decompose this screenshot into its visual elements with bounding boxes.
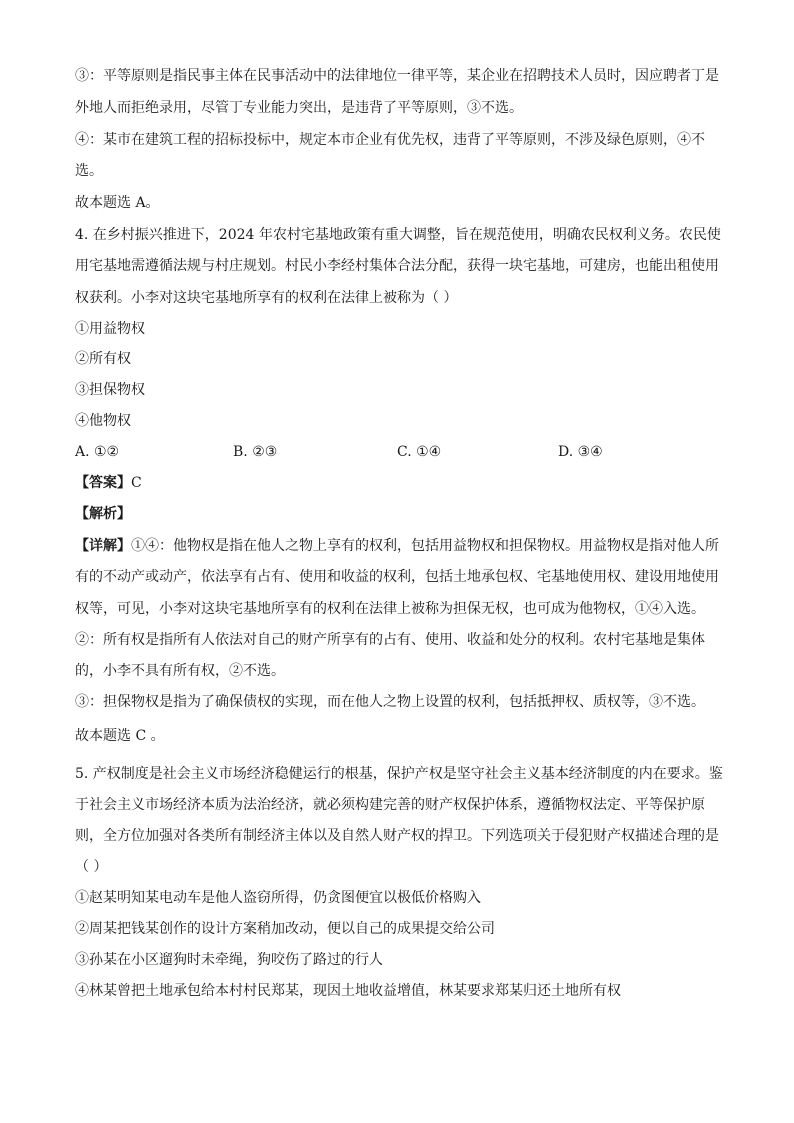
q4-item: ③担保物权 — [75, 382, 145, 398]
q4-item: ①用益物权 — [75, 321, 145, 337]
q5-item: ②周某把钱某创作的设计方案稍加改动，便以自己的成果提交给公司 — [75, 921, 495, 937]
detail-tag: 【详解】 — [75, 538, 131, 554]
q5-stem-line3: 则，全方位加强对各类所有制经济主体以及自然人财产权的捍卫。下列选项关于侵犯财产权描述合理的是 — [75, 828, 719, 844]
q4-answer-line — [75, 473, 142, 493]
q4-detail-line1 — [75, 536, 719, 556]
q5-item: ③孙某在小区遛狗时未牵绳，狗咬伤了路过的行人 — [75, 952, 383, 968]
q4-detail-point2-line2: 的，小李不具有所有权，②不选。 — [75, 663, 285, 679]
q3-analysis-point4-line2: 选。 — [75, 163, 103, 179]
q3-analysis-point4-line1: ④：某市在建筑工程的招标投标中，规定本市企业有优先权，违背了平等原则，不涉及绿色原则，④不 — [75, 132, 705, 148]
answer-tag: 【答案】 — [75, 475, 131, 491]
q4-stem-line2: 用宅基地需遵循法规与村庄规划。村民小李经村集体合法分配，获得一块宅基地，可建房，也能出租使用 — [75, 258, 719, 274]
q5-stem-line2: 于社会主义市场经济本质为法治经济，就必须构建完善的财产权保护体系，遵循物权法定、平等保护原 — [75, 797, 705, 813]
q4-detail-point2-line1: ②：所有权是指所有人依法对自己的财产所享有的占有、使用、收益和处分的权利。农村宅基地是集体 — [75, 632, 705, 648]
q5-stem-line4: （ ） — [75, 859, 108, 875]
q4-item: ④他物权 — [75, 413, 131, 429]
q4-detail-point3-line1: ③：担保物权是指为了确保债权的实现，而在他人之物上设置的权利，包括抵押权、质权等，③不选。 — [75, 694, 705, 710]
analysis-tag: 【解析】 — [75, 506, 131, 522]
q4-item: ②所有权 — [75, 351, 131, 367]
answer-value: C — [131, 475, 142, 491]
q4-stem-line1: 4. 在乡村振兴推进下，2024 年农村宅基地政策有重大调整，旨在规范使用，明确农民权利义务。农民使 — [75, 227, 721, 243]
q3-conclusion: 故本题选 A。 — [75, 195, 160, 211]
q5-item: ①赵某明知某电动车是他人盗窃所得，仍贪图便宜以极低价格购入 — [75, 890, 481, 906]
q4-choice-a: A. ①② — [75, 444, 120, 460]
q5-item: ④林某曾把土地承包给本村村民郑某，现因土地收益增值，林某要求郑某归还土地所有权 — [75, 983, 621, 999]
q4-conclusion: 故本题选 C 。 — [75, 728, 165, 744]
q4-choice-c: C. ①④ — [397, 444, 442, 460]
q4-choice-b: B. ②③ — [233, 444, 278, 460]
q4-detail-line2: 有的不动产或动产，依法享有占有、使用和收益的权利，包括土地承包权、宅基地使用权、建设用地使用 — [75, 569, 719, 585]
q5-stem-line1: 5. 产权制度是社会主义市场经济稳健运行的根基，保护产权是坚守社会主义基本经济制度的内在要求。鉴 — [75, 766, 723, 782]
q4-stem-line3: 权获利。小李对这块宅基地所享有的权利在法律上被称为（ ） — [75, 290, 458, 306]
q4-choice-d: D. ③④ — [558, 444, 603, 460]
q3-analysis-point3-line1: ③：平等原则是指民事主体在民事活动中的法律地位一律平等，某企业在招聘技术人员时，因应聘者丁是 — [75, 68, 719, 84]
q4-detail-text: ①④：他物权是指在他人之物上享有的权利，包括用益物权和担保物权。用益物权是指对他人所 — [131, 538, 719, 554]
q4-detail-line3: 权等，可见，小李对这块宅基地所享有的权利在法律上被称为担保无权，也可成为他物权，①④入选。 — [75, 601, 705, 617]
q3-analysis-point3-line2: 外地人而拒绝录用，尽管丁专业能力突出，是违背了平等原则，③不选。 — [75, 100, 523, 116]
